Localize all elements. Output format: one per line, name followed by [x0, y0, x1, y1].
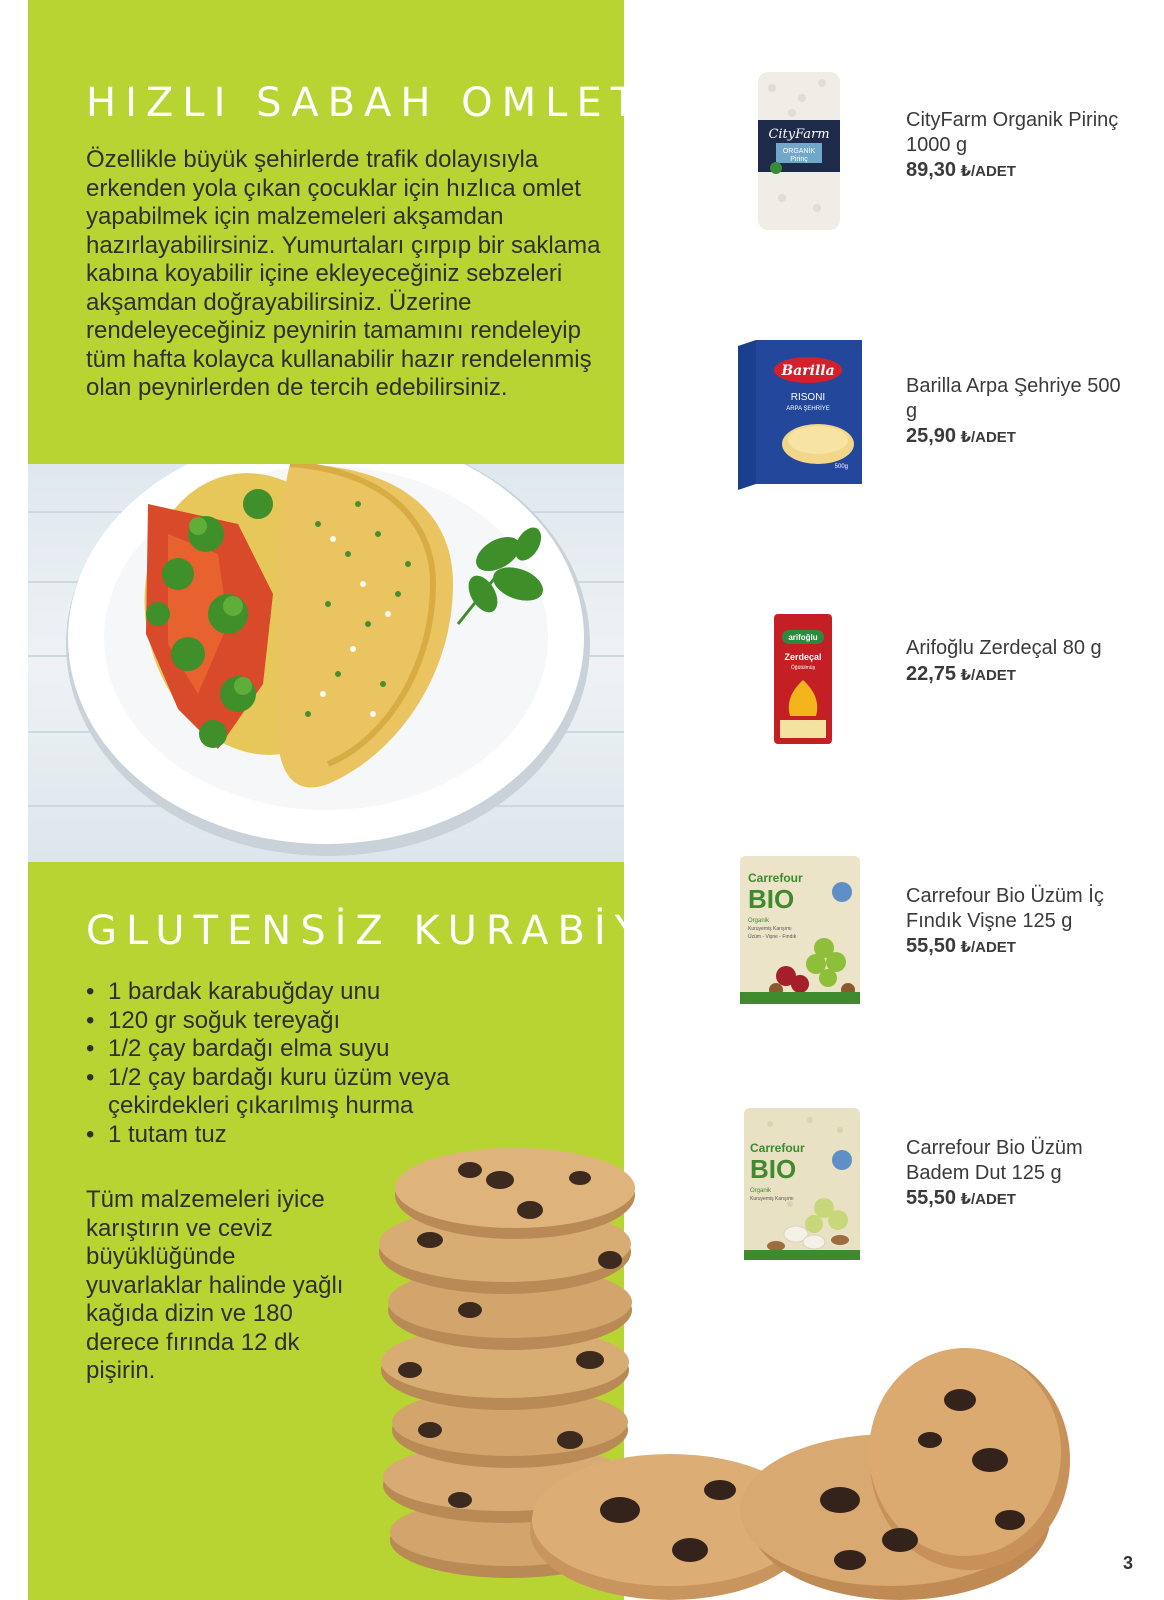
carrefour-contents-text: Üzüm - Vişne - Fındık: [748, 934, 797, 940]
carrefour-mix-text: Kuruyemiş Karışımı: [750, 1196, 794, 1202]
carrefour-brand-text: Carrefour: [748, 871, 803, 885]
carrefour-bio-cherry-hazelnut-image: [736, 852, 864, 1008]
product-carrefour-bio-2: [906, 1136, 1126, 1210]
product-price-line: [906, 159, 1126, 182]
omelet-description: Özellikle büyük şehirlerde trafik dolayısıyla erkenden yola çıkan çocuklar için hızlıca omlet yapabilmek için malzemeleri akşamdan hazırlayabilirsiniz. Yumurtaları çırpıp bir saklama kabına koyabilir içine ekleyeceğiniz sebzeleri akşamdan doğrayabilirsiniz. Üzerine rendeleyeceğiniz peynirin tamamını rendeleyip tüm hafta kolayca kullanabilir hazır rendelenmiş olan peynirlerden de tercih edebilirsiniz.: [86, 146, 601, 401]
ingredients-list: [86, 978, 526, 1149]
arifoglu-subtitle-text: Öğütülmüş: [790, 665, 816, 671]
product-cityfarm-rice: [906, 108, 1126, 182]
price-unit: ₺/ADET: [960, 939, 1016, 956]
carrefour-mix-text: Kuruyemiş Karışımı: [748, 926, 792, 932]
product-price: 55,50: [906, 935, 957, 957]
price-unit: ₺/ADET: [960, 163, 1016, 180]
ingredient-item: • 120 gr soğuk tereyağı: [86, 1007, 526, 1036]
cityfarm-logo-text: CityFarm: [768, 127, 830, 142]
price-unit: ₺/ADET: [960, 1191, 1016, 1208]
price-unit: ₺/ADET: [960, 666, 1016, 684]
ingredient-item: • 1/2 çay bardağı elma suyu: [86, 1035, 526, 1064]
product-arifoglu: [906, 636, 1126, 686]
barilla-weight-text: 500g: [834, 464, 848, 470]
ingredient-item: • 1 bardak karabuğday unu: [86, 978, 526, 1007]
cookie-title: GLUTENSİZ KURABİYE: [86, 908, 683, 954]
product-name: Carrefour Bio Üzüm Badem Dut 125 g: [906, 1137, 1083, 1184]
product-price-line: [906, 425, 1126, 448]
cookie-method: Tüm malzemeleri iyice karıştırın ve ceviz büyüklüğünde yuvarlaklar halinde yağlı kağıda dizin ve 180 derece fırında 12 dk pişirin.: [86, 1186, 344, 1384]
ingredient-item: • 1/2 çay bardağı kuru üzüm veya çekirdekleri çıkarılmış hurma: [86, 1064, 526, 1121]
barilla-risoni-text: RISONI: [790, 392, 826, 403]
arifoglu-turmeric-image: [772, 612, 834, 746]
product-carrefour-bio-1: [906, 884, 1126, 958]
omelet-photo: [28, 464, 624, 862]
product-price: 22,75: [906, 662, 957, 685]
product-name: CityFarm Organik Pirinç 1000 g: [906, 109, 1119, 156]
product-price: 25,90: [906, 425, 957, 447]
omelet-title: HIZLI SABAH OMLETİ: [86, 80, 665, 126]
cityfarm-rice-image: [752, 68, 846, 234]
product-price: 89,30: [906, 159, 957, 181]
barilla-logo-text: Barilla: [781, 363, 835, 379]
arifoglu-logo-text: arifoğlu: [788, 633, 818, 642]
product-name: Carrefour Bio Üzüm İç Fındık Vişne 125 g: [906, 885, 1104, 932]
barilla-subtitle-text: ARPA ŞEHRİYE: [786, 406, 830, 412]
carrefour-brand-text: Carrefour: [750, 1141, 805, 1155]
carrefour-organik-text: Organik: [750, 1188, 772, 1194]
carrefour-bio-text: BIO: [750, 1154, 797, 1184]
product-price-line: [906, 663, 1126, 686]
carrefour-bio-almond-mulberry-image: [740, 1104, 864, 1264]
product-name: Arifoğlu Zerdeçal 80 g: [906, 637, 1102, 659]
arifoglu-product-text: Zerdeçal: [784, 652, 822, 662]
carrefour-organik-text: Organik: [748, 918, 770, 924]
product-price: 55,50: [906, 1187, 957, 1209]
product-price-line: [906, 935, 1126, 958]
product-name: Barilla Arpa Şehriye 500 g: [906, 375, 1121, 422]
product-barilla: [906, 374, 1126, 448]
cityfarm-organik-text: ORGANİK: [782, 148, 816, 155]
page-number: 3: [1123, 1553, 1134, 1573]
price-unit: ₺/ADET: [960, 429, 1016, 446]
barilla-pasta-image: [736, 340, 866, 490]
ingredient-item: • 1 tutam tuz: [86, 1121, 526, 1150]
product-price-line: [906, 1187, 1126, 1210]
cityfarm-pirinc-text: Pirinç: [790, 156, 808, 163]
carrefour-bio-text: BIO: [748, 884, 795, 914]
